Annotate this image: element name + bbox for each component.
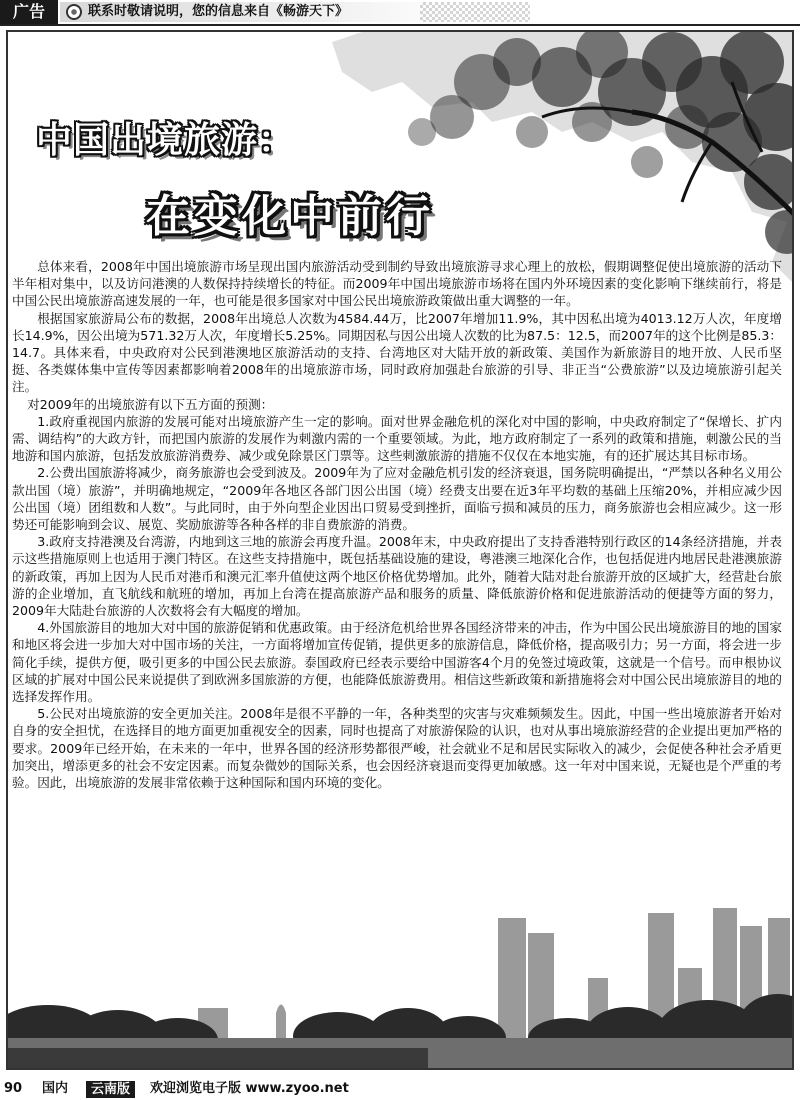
- article-paragraph: 根据国家旅游局公布的数据，2008年出境总人次数为4584.44万，比2007年增加11.9%，其中因私出境为4013.12万人次，年度增长14.9%，因公出境为571.32万人次，年度增长5.25%。同期因私与因公出境人次数的比为87.5：12.5，而2007年的这个比例是85.3：14.7。具体来看，中央政府对公民到港澳地区旅游活动的支持、台湾地区对大陆开放的新政策、美国作为新旅游目的地开放、人民币坚挺、各类媒体集中宣传等因素都影响着2008年的出境旅游市场，同时政府加强赴台旅游的引导、非正当“公费旅游”以及边境旅游引起关注。: [12, 310, 782, 395]
- ad-tag: 广告: [0, 0, 58, 24]
- sun-logo-icon: [66, 4, 82, 20]
- article-paragraph: 3.政府支持港澳及台湾游，内地到这三地的旅游会再度升温。2008年末，中央政府提出了支持香港特别行政区的14条经济措施，并表示这些措施原则上也适用于澳门特区。在这些支持措施中，既包括基础设施的建设，粤港澳三地深化合作，也包括促进内地居民赴港澳旅游的新政策，再加上因为人民币对港币和澳元汇率升值使这两个地区价格优势增加。此外，随着大陆对赴台旅游开放的区域扩大，经营赴台旅游的企业增加，直飞航线和航班的增加，再加上台湾在提高旅游产品和服务的质量、降低旅游价格和促进旅游活动的便捷等方面的努力，2009年大陆赴台旅游的人次数将会有大幅度的增加。: [12, 534, 782, 619]
- page-footer: [0, 1078, 800, 1100]
- article-paragraph: 4.外国旅游目的地加大对中国的旅游促销和优惠政策。由于经济危机给世界各国经济带来的冲击，作为中国公民出境旅游目的地的国家和地区将会进一步加大对中国市场的关注，一方面将增加宣传促销，提供更多的旅游信息，降低价格，提高吸引力；另一方面，将会进一步简化手续，提供方便，吸引更多的中国公民去旅游。泰国政府已经表示要给中国游客4个月的免签过境政策，这就是一个信号。而申根协议区域的扩展对中国公民来说提供了到欧洲多国旅游的方便，也能降低旅游费用。相信这些新政策和新措施将会对中国公民出境旅游目的地的选择发挥作用。: [12, 620, 782, 705]
- website-link[interactable]: 欢迎浏览电子版 www.zyoo.net: [150, 1081, 349, 1096]
- ad-bar: [0, 0, 800, 26]
- headline-line-1: 中国出境旅游：: [36, 120, 296, 161]
- edition-badge: 云南版: [86, 1081, 135, 1098]
- skyline-illustration: [8, 908, 794, 1068]
- article-frame: [6, 30, 794, 1070]
- page-number: 90: [4, 1081, 23, 1096]
- headline-line-2: 在变化中前行: [146, 191, 434, 242]
- article-paragraph: 对2009年的出境旅游有以下五方面的预测：: [27, 396, 274, 412]
- article-paragraph: 1.政府重视国内旅游的发展可能对出境旅游产生一定的影响。面对世界金融危机的深化对中国的影响，中央政府制定了“保增长、扩内需、调结构”的大政方针，而把国内旅游的发展作为刺激内需的一个重要领域。为此，地方政府制定了一系列的政策和措施，刺激公民的当地游和国内旅游，包括发放旅游消费券、减少或免除景区门票等。这些刺激旅游的措施不仅仅在本地实施，有的还扩展达其目标市场。: [12, 413, 782, 464]
- ad-notice: 联系时敬请说明，您的信息来自《畅游天下》: [88, 4, 349, 19]
- article-paragraph: 2.公费出国旅游将减少，商务旅游也会受到波及。2009年为了应对金融危机引发的经济衰退，国务院明确提出，“严禁以各种名义用公款出国（境）旅游”，并明确地规定，“2009年各地区各部门因公出国（境）经费支出要在近3年平均数的基础上压缩20%，并相应减少因公出国（境）团组数和人数”。与此同时，由于外向型企业因出口贸易受到挫折，面临亏损和减员的压力，商务旅游也会相应减少。这一形势还可能影响到会议、展览、奖励旅游等各种各样的非自费旅游的消费。: [12, 465, 782, 533]
- ad-decoration: [420, 2, 530, 22]
- article-paragraph: 总体来看，2008年中国出境旅游市场呈现出国内旅游活动受到制约导致出境旅游寻求心理上的放松，假期调整促使出境旅游的活动下半年相对集中，以及访问港澳的人数保持持续增长的特征。而2009年中国出境旅游市场将在国内外环境因素的变化影响下继续前行，将是中国公民出境旅游高速发展的一年，也可能是很多国家对中国公民出境旅游政策做出重大调整的一年。: [12, 259, 782, 309]
- tree-illustration: [332, 30, 794, 292]
- article-body: [12, 258, 782, 791]
- article-paragraph: 5.公民对出境旅游的安全更加关注。2008年是很不平静的一年，各种类型的灾害与灾难频频发生。因此，中国一些出境旅游者开始对自身的安全担忧，在选择目的地方面更加重视安全的因素，同时也提高了对旅游保险的认识，也对从事出境旅游经营的企业提出更加严格的要求。2009年已经开始，在未来的一年中，世界各国的经济形势都很严峻，社会就业不足和居民实际收入的减少，会促使各种社会矛盾更加突出，增添更多的社会不安定因素。而复杂微妙的国际关系，也会因经济衰退而变得更加敏感。这一年对中国来说，无疑也是个严重的考验。因此，出境旅游的发展非常依赖于这种国际和国内环境的变化。: [12, 706, 782, 791]
- section-label: 国内: [42, 1081, 69, 1096]
